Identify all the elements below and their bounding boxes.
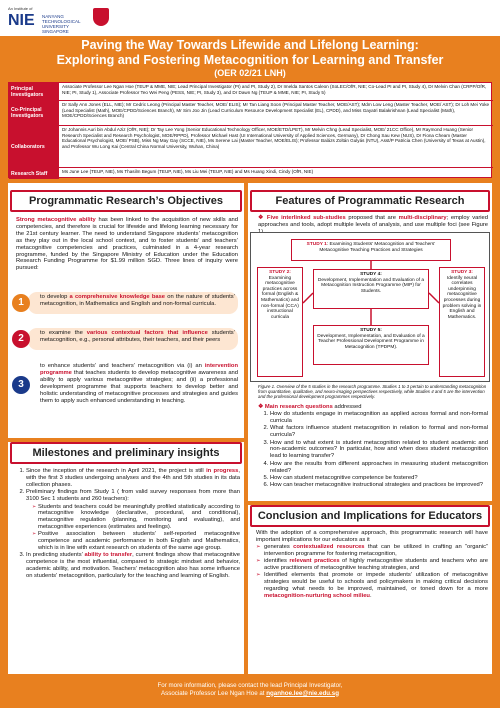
c3-post: .	[369, 593, 372, 600]
row-research-staff	[9, 168, 493, 179]
c1-post: that can be utilized in crafting an “organic” intervention programme for fostering metacognition,	[264, 543, 488, 557]
m2-text: Preliminary findings from Study 1 ( from valid survey responses from more than 3100 Sec 1 students and 260 teachers):	[26, 489, 240, 503]
rq-post: addressed	[332, 404, 362, 410]
list-item: 1. How do students engage in metacognition as applied across formal and non-formal curricula	[270, 411, 488, 425]
objective-1-post: on the nature of students’ metacognition, in Mathematics and English and non-formal curricula.	[40, 294, 235, 307]
figure-1-diagram	[250, 232, 490, 382]
study-5-text: Development, Implementation, and Evaluation of a Teacher Professional Development Programme in Metacognition (TPDPM).	[317, 333, 425, 350]
objective-2-pre: to examine the	[40, 330, 87, 336]
arrow-2-4	[303, 293, 313, 303]
list-item: ➢ Positive association between students’ self-reported metacognitive competence and academic performance in both English and Mathematics, which is in line with extant research on students of the same age group.	[32, 531, 240, 552]
row-text: Dr Sally Ann Jones (ELL, NIE); Mr Cedric Leong (Principal Master Teacher, MOE/ ELIS); Mr Tan Liang Soon (Principal Master Teacher, MOE/AST); Mdm Low Leng (Master Teacher, MOE/ AST); Dr Loh Mei Yoke (Lead Specialist (Math), MOE/CPDD/Sciences Branch), Mr Sim Joo Jin (Lead Curriculum Resource Development Specialist (EL), CPDD), and Miss Gayatri Balakrishnan (Lead Specialist (Math), MOE/CPDD/Sciences Branch)	[62, 102, 490, 119]
study-2-text: Examining metacognitive practices across formal (English & Mathematics) and non-formal (CCA) instructional curricula	[260, 275, 300, 320]
top-bar	[0, 0, 500, 40]
list-item: 5. How can student metacognitive competence be fostered?	[270, 475, 488, 482]
milestones-content	[14, 468, 240, 580]
row-principal	[9, 83, 493, 101]
c1-pre: generates	[264, 543, 294, 550]
milestones-list-cont	[14, 552, 240, 580]
milestones-sub-list	[14, 504, 240, 552]
rq-lead-line	[258, 404, 488, 411]
m1-post: , with the first 3 studies undergoing analyses and the 4th and 5th studies in its data collection phases.	[26, 468, 240, 488]
list-item: ➢ Students and teachers could be meaningfully profiled statistically according to metacognitive knowledge (declarative, procedural, and conditional), metacognitive regulation (planning, monitoring and evaluating), and metacognitive experiences (estimates and feelings).	[32, 504, 240, 532]
milestones-heading: Milestones and preliminary insights	[10, 442, 242, 464]
c2-post: of highly metacognitive students and teachers who are active practitioners of metacognitive teaching strategies, and	[264, 558, 489, 572]
objective-1-number: 1	[12, 294, 30, 312]
features-intro-pre: Five interlinked sub-studies	[266, 215, 346, 221]
row-text: Ms June Lee (TEUP, NIE), Ms Thasilm Begum (TEUP, NIE), Ms Liu Mei (TEUP, NIE) and Ms Huang Xindi, Cindy (OfR, NIE)	[62, 169, 314, 174]
footer	[0, 678, 500, 708]
c1-hl: contextualized resources	[293, 543, 365, 550]
objective-1-highlight: a comprehensive knowledge base	[69, 294, 166, 300]
title-line-2: Exploring and Fostering Metacognition for Learning and Transfer	[56, 53, 444, 67]
features-intro-post: ; employ varied approaches and tools, adopt multiple levels of analysis, and use multiple foci (see Figure	[258, 215, 488, 228]
row-text: Dr Johannis Auri bin Abdul Aziz (OfR, NIE); Dr Tay Lee Yong (Senior Educational Technology Officer, MOE/ETD/LPET), Mr Melvin Chng (Lead Specialist, MOE/ 21CC Office), Mr Raymond Huang (Senior Research Specialist and Research Psychologist, MOE/RPPD), Professor Michael Hast (UI International University of Applied Sciences, Germany), Dr Chong Sau Kew (NUS), Dr Fiona Cheam (Master Educational Psychologist, MOE/ PSB), Miss Ng May Gay (SCCE, NIE), Ms Serene Lai (Master Teacher, MOE/ELIS); Professor Balázs Zoltán Gulyás (NTU), Asst/P Patricia Chen (University of Texas at Austin), and Professor Wu Long Kai (Central China Normal University, Wuhan, China)	[62, 127, 486, 149]
objective-3-text	[40, 363, 238, 404]
m3-post: , current findings show that metacognitive competence is the most influential, compared to strategic mindset and behavior, academic ability, and motivation. Teachers’ metacognition also has some influence on students’ metacognition, particularly for the teaching and learning of English.	[26, 551, 241, 579]
diagram-arrows	[251, 233, 491, 383]
objective-1-text	[40, 294, 235, 308]
arrow-3-4	[429, 293, 439, 303]
list-item: 2. What factors influence student metacognition in relation to formal and non-formal curricula?	[270, 425, 488, 439]
c2-pre: identifies	[264, 558, 290, 565]
list-item	[256, 544, 488, 558]
rq-lead: Main research questions	[264, 404, 333, 410]
row-label: Co-Principal Investigators	[9, 101, 59, 125]
list-item	[26, 489, 240, 503]
list-item	[256, 572, 488, 600]
conclusion-list	[256, 544, 488, 600]
logo-name: NANYANG TECHNOLOGICAL UNIVERSITY SINGAPORE	[42, 14, 81, 34]
nie-logo	[8, 6, 90, 34]
m3-pre: In predicting students’	[26, 551, 85, 558]
intro-highlight: Strong metacognitive ability	[16, 217, 96, 223]
intro-text: has been linked to the acquisition of new skills and competencies, and therefore is crucial for lifewide and lifelong learning necessary for the 21st century learner. The need to understand Singapore students’ metacognition as they play out in the local school context, and to foster students’ and teachers’ metacognitive competencies and practices, culminated in a 4-year research programme, funded by the Singapore Ministry of Education under the Education Research Funding Programme for $1.99 million SGD. Three lines of inquiry were pursued:	[16, 217, 238, 272]
c3-pre: Identified elements that promote or impede students’ utilization of metacognitive strategies would be useful to schools and policymakers in making critical decisions regarding what needs to be improved, maintained, or toned down for a more	[264, 572, 488, 593]
objectives-intro	[16, 217, 238, 272]
objective-2-text	[40, 330, 235, 344]
conclusion-intro: With the adoption of a comprehensive approach, this programmatic research will have important implications for our educators as it	[256, 530, 488, 543]
features-intro-hl: multi-disciplinary	[398, 215, 447, 221]
c3-hl: metacognition-nurturing school milieu	[264, 593, 370, 600]
row-label: Collaborators	[9, 126, 59, 167]
features-heading: Features of Programmatic Research	[250, 190, 490, 212]
study-4-title: STUDY 4:	[360, 272, 382, 277]
contact-email-link[interactable]: nganhoe.lee@nie.edu.sg	[266, 689, 339, 697]
m1-hl: in progress	[206, 468, 239, 474]
study-3-text: Identify neural correlates underpinning metacognitive processes during problem solving in English and Mathematics.	[442, 275, 482, 320]
list-item: 3. How and to what extent is student metacognition related to student academic and non-academic outcomes? In particular, how and when does student metacognition lead to learning transfer?	[270, 440, 488, 461]
objective-1-pre: to develop	[40, 294, 70, 300]
objective-3-number: 3	[12, 376, 30, 394]
objective-2-number: 2	[12, 330, 30, 348]
m1-pre: Since the inception of the research in April 2021, the project is still	[26, 468, 207, 474]
m3-hl: ability to transfer	[84, 551, 133, 558]
footer-line-1: For more information, please contact the lead Principal Investigator,	[157, 682, 343, 689]
list-item	[26, 468, 240, 489]
objective-2-highlight: various contextual factors that influence	[86, 330, 208, 336]
logo-mark: NIE	[8, 12, 35, 29]
figure-1-caption: Figure 1. Overview of the 5 studies in the research programme. Studies 1 to 3 pertain to understanding metacognition from quantitative, qualitative, and neuro-imaging perspectives respectively, while Studies 4 and 5 are the intervention and the professional development programmes respectively.	[258, 384, 487, 400]
c2-hl: relevant practices	[289, 558, 340, 565]
title-code: (OER 02/21 LNH)	[214, 68, 286, 78]
study-1-text: : Examining Students’ Metacognition and Teachers’ Metacognitive Teaching Practices and Strategies	[319, 242, 436, 253]
list-item	[256, 558, 488, 572]
objective-2-post: students’ metacognition, e.g., personal attributes, their teachers, and their peers	[40, 330, 235, 343]
row-collaborators	[9, 126, 493, 168]
study-5-title: STUDY 5:	[360, 328, 382, 333]
features-bullet-icon: ❖	[258, 215, 267, 221]
study-2-title: STUDY 2:	[269, 270, 291, 275]
objective-3-pre: to enhance students’ and teachers’ metacognition via (i) an	[40, 363, 205, 369]
study-1-title: STUDY 1	[306, 242, 327, 247]
study-3-title: STUDY 3:	[451, 270, 473, 275]
row-label: Research Staff	[9, 168, 59, 179]
list-item: 4. How are the results from different approaches in measuring student metacognition related?	[270, 461, 488, 475]
features-intro-mid: proposed that are	[345, 215, 399, 221]
objective-3-post: that teaches students to develop metacognitive awareness and ability to apply various metacognitive strategies; and (ii) a professional development programme that supports teachers to develop better and holistic understanding of metacognitive processes and strategies and guides them to apply such enhanced understanding in teaching.	[40, 369, 238, 404]
milestones-list	[14, 468, 240, 503]
footer-line-2	[0, 690, 500, 698]
list-item: 6. How can teacher metacognitive instructional strategies and practices be improved?	[270, 482, 488, 489]
rq-list	[258, 411, 488, 489]
crest-icon	[93, 8, 109, 26]
poster-title	[8, 38, 492, 82]
logo-sub: An Institute of	[8, 6, 33, 11]
objectives-heading: Programmatic Research’s Objectives	[10, 190, 242, 212]
study-4-text: Development, Implementation and Evaluation of a Metacognition Instruction Programme (MIP) for Students.	[317, 277, 425, 294]
row-co-principal	[9, 101, 493, 126]
investigators-table	[8, 82, 492, 178]
row-text: Associate Professor Lee Ngan Hoe (TEUP & MME, NIE; Lead Principal Investigator (PI) and PI, Study 2), Dr Imelda Santos Caleon (SoLEC/OfR, NIE; Co-Lead PI and PI, Study 4), Dr Melvin Chan (CRPP/OfR, NIE; PI, Study 1), Associate Professor Teo Wei Peng (PESS, NIE; PI, Study 3), and Dr Dawn Ng (TEUP & MME, NIE; PI, Study 5)	[62, 84, 487, 95]
rq-bullet-icon: ❖	[258, 404, 265, 410]
conclusion-heading: Conclusion and Implications for Educators	[250, 505, 490, 527]
research-questions	[258, 404, 488, 490]
row-label: Principal Investigators	[9, 83, 59, 100]
conclusion-content	[256, 530, 488, 601]
title-line-1: Paving the Way Towards Lifewide and Lifelong Learning:	[81, 38, 419, 52]
list-item	[26, 552, 240, 580]
objective-3-highlight: intervention programme	[40, 363, 238, 376]
footer-line-2-text: Associate Professor Lee Ngan Hoe at	[161, 689, 267, 697]
